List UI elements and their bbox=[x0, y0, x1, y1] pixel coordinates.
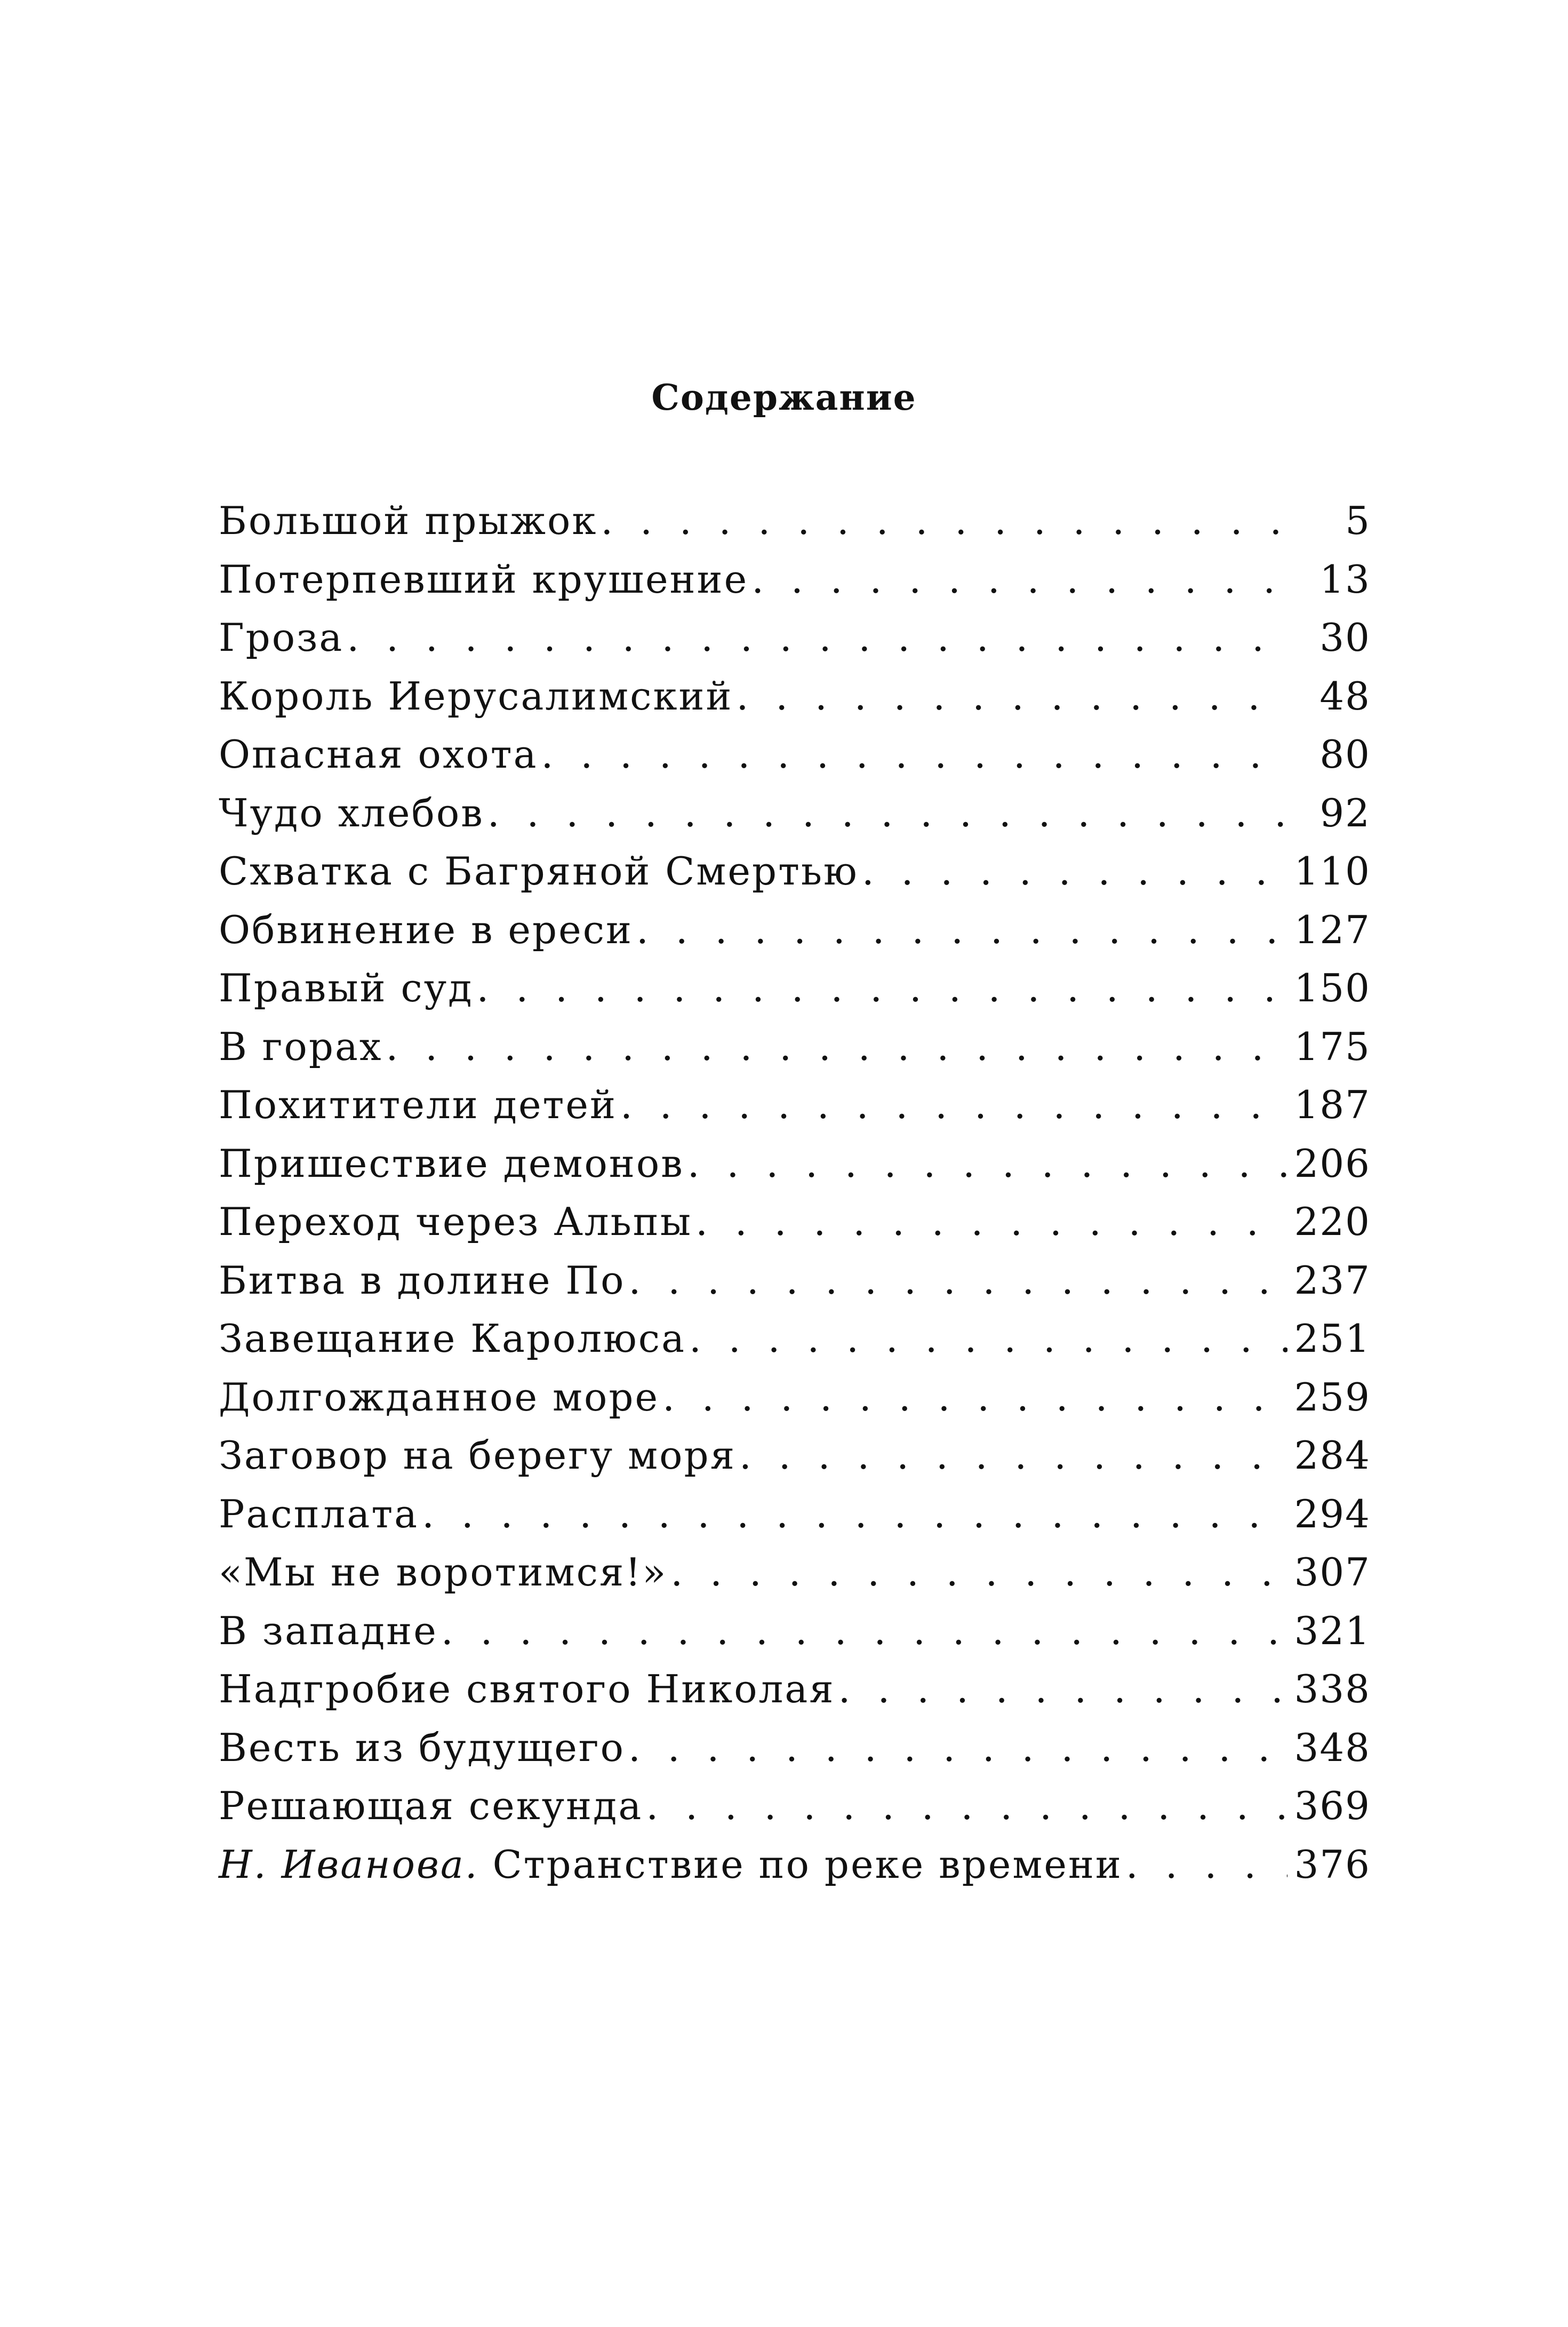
entry-title: Долгожданное море bbox=[219, 1374, 660, 1420]
entry-title: Битва в долине По bbox=[219, 1257, 626, 1303]
dot-leader bbox=[636, 901, 1287, 960]
entry-page-number: 110 bbox=[1294, 849, 1371, 894]
entry-page-number: 321 bbox=[1294, 1608, 1371, 1653]
dot-leader bbox=[862, 842, 1287, 901]
entry-page-number: 259 bbox=[1294, 1374, 1371, 1420]
contents-entry bbox=[219, 842, 1371, 901]
entry-page-number: 13 bbox=[1319, 556, 1371, 602]
dot-leader bbox=[695, 1193, 1287, 1252]
entry-page-number: 127 bbox=[1294, 907, 1371, 952]
afterword-page-number: 376 bbox=[1294, 1842, 1371, 1887]
dot-leader bbox=[838, 1660, 1287, 1719]
entry-page-number: 284 bbox=[1294, 1433, 1371, 1478]
contents-entry bbox=[219, 901, 1371, 960]
dot-leader bbox=[1126, 1836, 1287, 1894]
contents-entry bbox=[219, 1368, 1371, 1427]
entry-title: Переход через Альпы bbox=[219, 1199, 693, 1244]
contents-entry bbox=[219, 551, 1371, 609]
entry-page-number: 307 bbox=[1294, 1550, 1371, 1595]
entry-page-number: 80 bbox=[1319, 732, 1371, 777]
entry-title: Король Иерусалимский bbox=[219, 673, 733, 719]
entry-title: Решающая секунда bbox=[219, 1783, 643, 1828]
dot-leader bbox=[662, 1368, 1287, 1427]
contents-entry bbox=[219, 1485, 1371, 1544]
entry-page-number: 175 bbox=[1294, 1024, 1371, 1069]
contents-list bbox=[219, 492, 1371, 1894]
contents-entry bbox=[219, 492, 1371, 551]
contents-entry bbox=[219, 1135, 1371, 1193]
contents-entry bbox=[219, 1719, 1371, 1778]
entry-page-number: 251 bbox=[1294, 1316, 1371, 1361]
contents-entry bbox=[219, 1252, 1371, 1310]
contents-entry bbox=[219, 1018, 1371, 1077]
entry-title: Пришествие демонов bbox=[219, 1141, 684, 1186]
entry-title: Расплата bbox=[219, 1491, 419, 1536]
dot-leader bbox=[739, 1427, 1287, 1485]
contents-entry bbox=[219, 1543, 1371, 1602]
afterword-title-group bbox=[219, 1836, 1123, 1894]
dot-leader bbox=[736, 667, 1287, 726]
contents-entry bbox=[219, 726, 1371, 784]
dot-leader bbox=[689, 1310, 1287, 1368]
dot-leader bbox=[751, 551, 1287, 609]
dot-leader bbox=[477, 959, 1287, 1018]
dot-leader bbox=[441, 1602, 1287, 1661]
afterword-title: Странствие по реке времени bbox=[492, 1842, 1123, 1887]
entry-page-number: 206 bbox=[1294, 1141, 1371, 1186]
entry-title: Правый суд bbox=[219, 966, 474, 1010]
contents-entry bbox=[219, 1076, 1371, 1135]
contents-entry bbox=[219, 959, 1371, 1018]
entry-title: В западне bbox=[219, 1608, 438, 1653]
entry-page-number: 92 bbox=[1319, 790, 1371, 835]
contents-entry bbox=[219, 667, 1371, 726]
dot-leader bbox=[628, 1719, 1287, 1778]
contents-entry bbox=[219, 1602, 1371, 1661]
entry-title: Чудо хлебов bbox=[219, 790, 484, 835]
dot-leader bbox=[386, 1018, 1288, 1077]
entry-title: Потерпевший крушение bbox=[219, 556, 749, 602]
contents-entry bbox=[219, 1777, 1371, 1836]
entry-title: Большой прыжок bbox=[219, 498, 598, 543]
entry-page-number: 237 bbox=[1294, 1257, 1371, 1303]
entry-title: Схватка с Багряной Смертью bbox=[219, 849, 859, 894]
entry-title: Гроза bbox=[219, 615, 344, 660]
entry-title: «Мы не воротимся!» bbox=[219, 1550, 668, 1595]
contents-entry bbox=[219, 1660, 1371, 1719]
contents-entry bbox=[219, 1427, 1371, 1485]
entry-page-number: 187 bbox=[1294, 1082, 1371, 1127]
dot-leader bbox=[620, 1076, 1287, 1135]
dot-leader bbox=[687, 1135, 1287, 1193]
entry-page-number: 220 bbox=[1294, 1199, 1371, 1244]
entry-title: Завещание Каролюса bbox=[219, 1316, 686, 1361]
entry-page-number: 48 bbox=[1319, 673, 1371, 719]
dot-leader bbox=[541, 726, 1287, 784]
entry-title: Надгробие святого Николая bbox=[219, 1667, 835, 1711]
entry-title: Весть из будущего bbox=[219, 1725, 625, 1770]
afterword-entry bbox=[219, 1836, 1371, 1894]
dot-leader bbox=[601, 492, 1287, 551]
contents-entry bbox=[219, 1310, 1371, 1368]
afterword-author: Н. Иванова. bbox=[219, 1842, 479, 1887]
entry-title: Обвинение в ереси bbox=[219, 907, 634, 952]
entry-title: Похитители детей bbox=[219, 1082, 617, 1127]
entry-page-number: 294 bbox=[1294, 1491, 1371, 1536]
entry-page-number: 5 bbox=[1345, 498, 1371, 543]
dot-leader bbox=[422, 1485, 1287, 1544]
entry-page-number: 348 bbox=[1294, 1725, 1371, 1770]
entry-title: Опасная охота bbox=[219, 732, 538, 777]
contents-entry bbox=[219, 609, 1371, 667]
entry-page-number: 30 bbox=[1319, 615, 1371, 660]
dot-leader bbox=[487, 784, 1287, 843]
dot-leader bbox=[670, 1543, 1287, 1602]
entry-page-number: 150 bbox=[1294, 966, 1371, 1010]
dot-leader bbox=[629, 1252, 1287, 1310]
dot-leader bbox=[347, 609, 1287, 667]
contents-entry bbox=[219, 784, 1371, 843]
entry-page-number: 338 bbox=[1294, 1667, 1371, 1711]
entry-title: В горах bbox=[219, 1024, 383, 1069]
dot-leader bbox=[646, 1777, 1287, 1836]
entry-page-number: 369 bbox=[1294, 1783, 1371, 1828]
contents-heading: Содержание bbox=[651, 377, 917, 418]
entry-title: Заговор на берегу моря bbox=[219, 1433, 737, 1478]
contents-entry bbox=[219, 1193, 1371, 1252]
